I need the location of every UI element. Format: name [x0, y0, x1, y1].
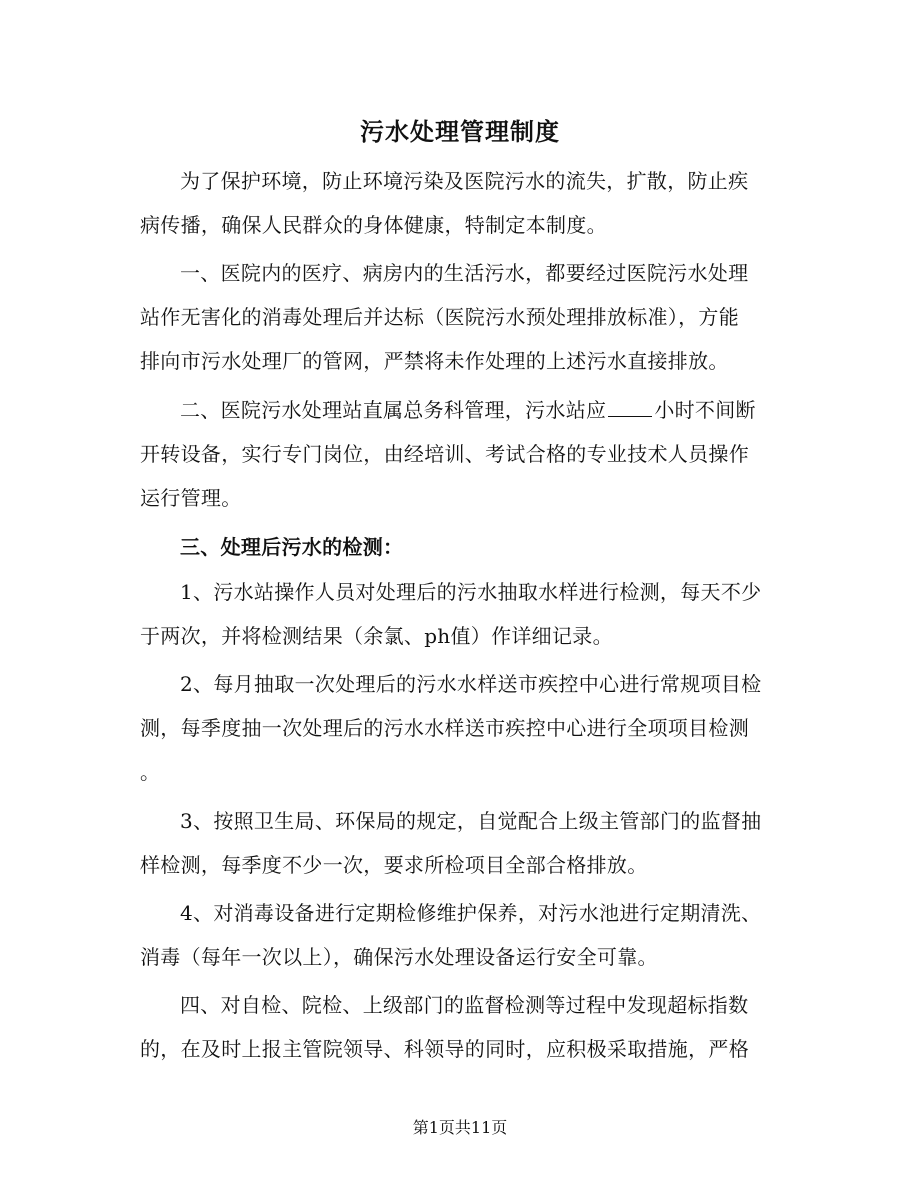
paragraph-line: 2、每月抽取一次处理后的污水水样送市疾控中心进行常规项目检	[180, 672, 762, 696]
paragraph-line: 1、污水站操作人员对处理后的污水抽取水样进行检测，每天不少	[180, 580, 762, 604]
section-heading: 三、处理后污水的检测：	[180, 535, 404, 559]
paragraph-line: 4、对消毒设备进行定期检修维护保养，对污水池进行定期清洗、	[180, 901, 762, 925]
paragraph-line: 。	[140, 760, 161, 784]
paragraph-line: 的，在及时上报主管院领导、科领导的同时，应积极采取措施，严格	[140, 1037, 749, 1061]
paragraph-line: 样检测，每季度不少一次，要求所检项目全部合格排放。	[140, 853, 648, 877]
line-text: 二、医院污水处理站直属总务科管理，污水站应	[180, 398, 607, 422]
paragraph-line: 运行管理。	[140, 486, 242, 510]
paragraph-line: 消毒（每年一次以上），确保污水处理设备运行安全可靠。	[140, 945, 658, 969]
paragraph-line: 站作无害化的消毒处理后并达标（医院污水预处理排放标准），方能	[140, 305, 739, 329]
paragraph-line: 排向市污水处理厂的管网，严禁将未作处理的上述污水直接排放。	[140, 349, 729, 373]
paragraph-line: 一、医院内的医疗、病房内的生活污水，都要经过医院污水处理	[180, 261, 749, 285]
paragraph-line: 测，每季度抽一次处理后的污水水样送市疾控中心进行全项项目检测	[140, 716, 749, 740]
paragraph-line: 于两次，并将检测结果（余氯、ph值）作详细记录。	[140, 624, 613, 648]
page-number: 第1页共11页	[412, 1118, 508, 1137]
line-text: 小时不间断	[654, 398, 756, 422]
paragraph-line: 为了保护环境，防止环境污染及医院污水的流失，扩散，防止疾	[180, 169, 749, 193]
paragraph-line	[140, 395, 820, 425]
paragraph-line: 四、对自检、院检、上级部门的监督检测等过程中发现超标指数	[180, 993, 749, 1017]
paragraph-line: 开转设备，实行专门岗位，由经培训、考试合格的专业技术人员操作	[140, 442, 749, 466]
document-title: 污水处理管理制度	[360, 117, 560, 146]
paragraph-line: 病传播，确保人民群众的身体健康，特制定本制度。	[140, 213, 607, 237]
fill-blank	[608, 398, 652, 417]
paragraph-line: 3、按照卫生局、环保局的规定，自觉配合上级主管部门的监督抽	[180, 809, 762, 833]
